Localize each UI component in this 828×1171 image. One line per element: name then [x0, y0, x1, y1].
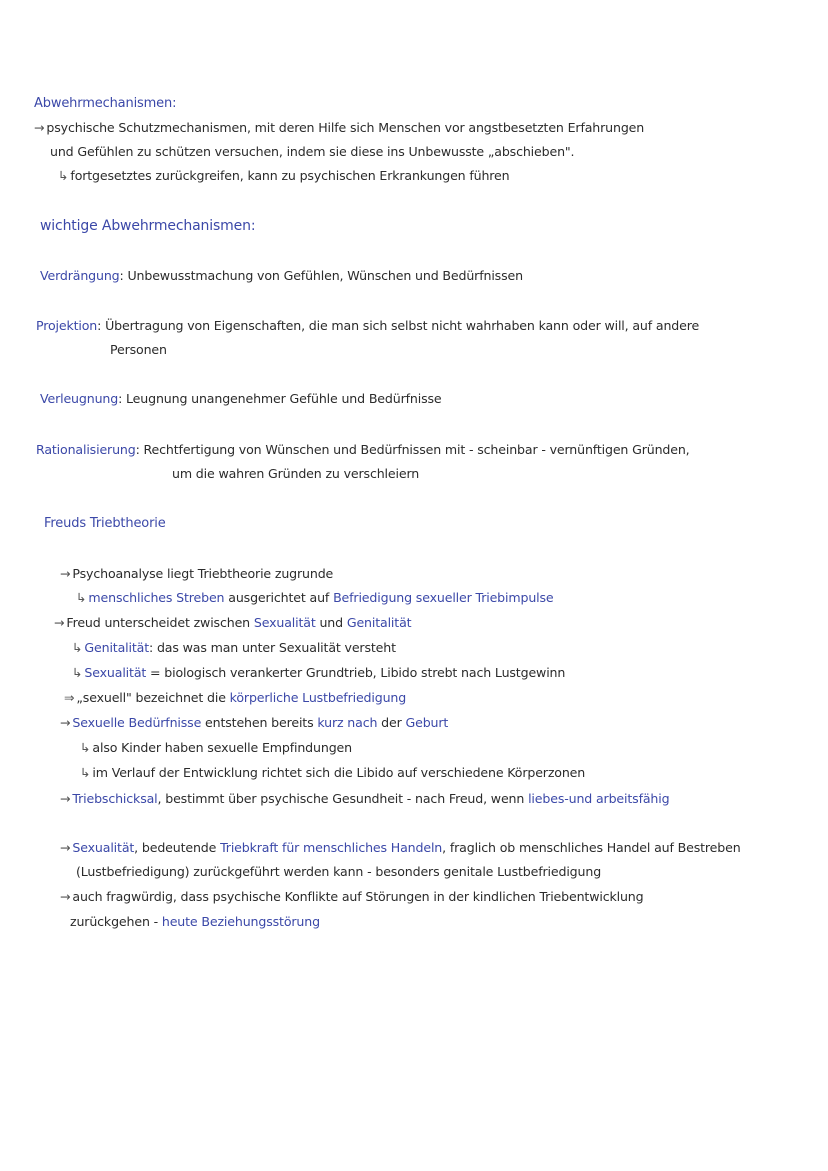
text-line [34, 120, 644, 135]
text-line [60, 889, 643, 904]
text-span: , fraglich ob menschliches Handel auf Bestreben [442, 840, 741, 855]
highlight-span: Triebschicksal [72, 791, 158, 806]
term-definition: : Rechtfertigung von Wünschen und Bedürfnissen mit - scheinbar - vernünftigen Gründen, [135, 442, 690, 457]
arrow-icon: → [60, 791, 71, 806]
text-span: zurückgehen - [70, 914, 162, 929]
highlight-span: liebes-und arbeitsfähig [528, 791, 670, 806]
text-span: auch fragwürdig, dass psychische Konflikte auf Störungen in der kindlichen Triebentwicklung [72, 889, 644, 904]
term-label: Verdrängung [40, 268, 120, 283]
text-line [64, 690, 406, 705]
arrow-icon: → [34, 120, 45, 135]
text-line: um die wahren Gründen zu verschleiern [172, 466, 420, 481]
highlight-span: Sexuelle Bedürfnisse [72, 715, 202, 730]
text-span: , bedeutende [134, 840, 221, 855]
highlight-span: heute Beziehungsstörung [161, 914, 320, 929]
text-span: der [377, 715, 406, 730]
highlight-span: Triebkraft für menschliches Handeln [220, 840, 443, 855]
highlight-span: Sexualität [84, 665, 147, 680]
arrow-icon: → [54, 615, 65, 630]
term-projektion [36, 318, 699, 333]
highlight-span: Sexualität [253, 615, 316, 630]
term-rationalisierung [36, 442, 690, 457]
text-line [60, 840, 741, 855]
highlight-span: kurz nach [317, 715, 378, 730]
arrow-icon: → [60, 889, 71, 904]
highlight-span: Sexualität [72, 840, 135, 855]
hook-arrow-icon: ↳ [72, 665, 83, 680]
text-span: ausgerichtet auf [224, 590, 334, 605]
text-line: Personen [110, 342, 167, 357]
text-line [80, 740, 352, 755]
term-verleugnung [40, 391, 442, 406]
hook-arrow-icon: ↳ [72, 640, 83, 655]
text-line [76, 590, 554, 605]
text-span: im Verlauf der Entwicklung richtet sich die Libido auf verschiedene Körperzonen [92, 765, 586, 780]
hook-arrow-icon: ↳ [80, 740, 91, 755]
highlight-span: Genitalität [346, 615, 412, 630]
text-span: „sexuell" bezeichnet die [76, 690, 230, 705]
text-line [58, 168, 510, 183]
text-line [60, 566, 333, 581]
highlight-span: Genitalität [84, 640, 149, 655]
text-span: = biologisch verankerter Grundtrieb, Libido strebt nach Lustgewinn [146, 665, 566, 680]
arrow-icon: → [60, 715, 71, 730]
term-label: Verleugnung [40, 391, 119, 406]
text-line [54, 615, 411, 630]
text-line [70, 914, 320, 929]
hook-arrow-icon: ↳ [80, 765, 91, 780]
term-definition: : Leugnung unangenehmer Gefühle und Bedürfnisse [118, 391, 442, 406]
term-definition: : Unbewusstmachung von Gefühlen, Wünschen und Bedürfnissen [119, 268, 523, 283]
highlight-span: Geburt [405, 715, 449, 730]
text-span: : das was man unter Sexualität versteht [149, 640, 396, 655]
text-line: und Gefühlen zu schützen versuchen, indem sie diese ins Unbewusste „abschieben". [50, 144, 575, 159]
section-title-wichtige: wichtige Abwehrmechanismen: [40, 218, 256, 234]
section-title-abwehrmechanismen: Abwehrmechanismen: [34, 96, 177, 111]
text-line: (Lustbefriedigung) zurückgeführt werden kann - besonders genitale Lustbefriedigung [76, 864, 602, 879]
hook-arrow-icon: ↳ [76, 590, 87, 605]
text-span: , bestimmt über psychische Gesundheit - nach Freud, wenn [157, 791, 529, 806]
text-span: also Kinder haben sexuelle Empfindungen [92, 740, 352, 755]
text-line [72, 665, 565, 680]
text-span: entstehen bereits [201, 715, 318, 730]
term-label: Rationalisierung [36, 442, 136, 457]
highlight-span: Befriedigung sexueller Triebimpulse [333, 590, 554, 605]
term-verdraengung [40, 268, 523, 283]
double-arrow-icon: ⇒ [64, 690, 75, 705]
highlight-span: körperliche Lustbefriedigung [229, 690, 407, 705]
text-span: und [315, 615, 347, 630]
text-line [72, 640, 396, 655]
consequence-text: fortgesetztes zurückgreifen, kann zu psychischen Erkrankungen führen [70, 168, 510, 183]
text-span: Freud unterscheidet zwischen [66, 615, 254, 630]
arrow-icon: → [60, 566, 71, 581]
arrow-icon: → [60, 840, 71, 855]
definition-text: psychische Schutzmechanismen, mit deren Hilfe sich Menschen vor angstbesetzten Erfahrungen [46, 120, 645, 135]
text-line [60, 791, 669, 806]
text-span: Psychoanalyse liegt Triebtheorie zugrunde [72, 566, 334, 581]
text-line [60, 715, 448, 730]
highlight-span: menschliches Streben [88, 590, 225, 605]
hook-arrow-icon: ↳ [58, 168, 69, 183]
section-title-freud: Freuds Triebtheorie [44, 516, 166, 531]
text-line [80, 765, 585, 780]
term-label: Projektion [36, 318, 98, 333]
term-definition: : Übertragung von Eigenschaften, die man sich selbst nicht wahrhaben kann oder will, auf andere [97, 318, 700, 333]
